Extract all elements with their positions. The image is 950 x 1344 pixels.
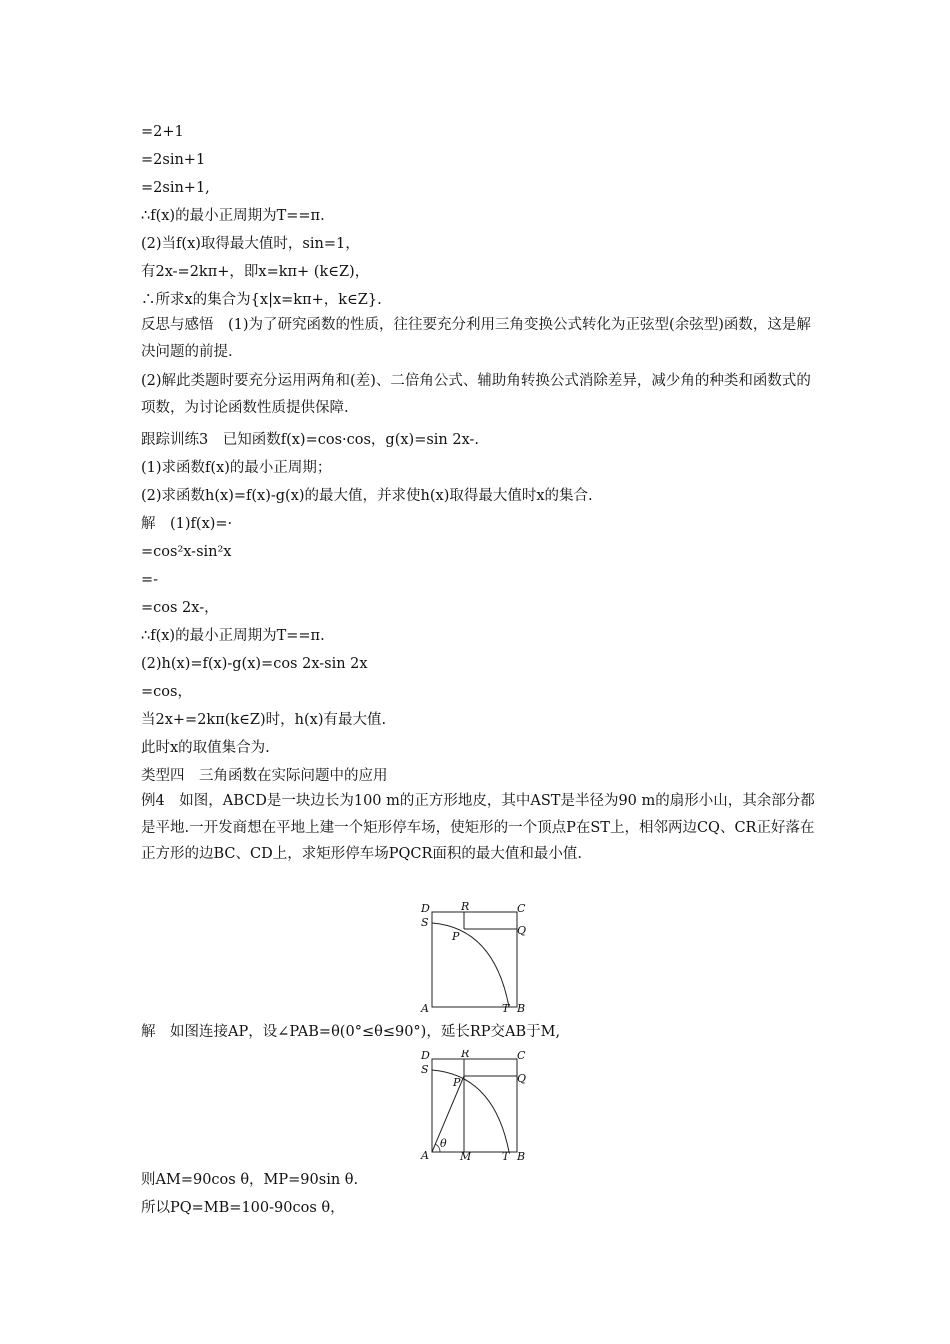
figure-label: B [517,1150,526,1162]
text-line: (1)求函数f(x)的最小正周期； [141,460,332,476]
text-line: =2+1 [141,124,184,140]
text-line: 则AM=90cos θ，MP=90sin θ. [141,1172,359,1188]
text-line: =2sin+1 [141,152,206,168]
figure-label: Q [517,924,527,937]
figure-label: S [421,916,429,929]
figure-label: B [517,1002,526,1014]
text-line: =2sin+1, [141,180,210,196]
section-heading: 类型四 三角函数在实际问题中的应用 [141,768,388,784]
figure-label: C [517,902,526,915]
text-line: (2)当f(x)取得最大值时，sin=1， [141,236,360,252]
text-line: =cos， [141,684,192,700]
figure-label: R [461,902,470,913]
figure-label: D [421,1050,430,1062]
figure-label: M [460,1150,472,1162]
figure-label: A [421,1002,429,1014]
text-line: =- [141,572,159,588]
text-line: 此时x的取值集合为. [141,740,270,756]
figure-label: T [502,1002,510,1014]
text-line: 跟踪训练3 已知函数f(x)=cos·cos，g(x)=sin 2x-. [141,432,480,448]
paragraph-reflection-1: 反思与感悟 (1)为了研究函数的性质，往往要充分利用三角变换公式转化为正弦型(余弦型)函数，这是解决问题的前提. [141,317,811,360]
figure-label: T [502,1150,510,1162]
text-line: ∴所求x的集合为{x|x=kπ+，k∈Z}. [141,292,382,308]
figure-label: θ [440,1137,447,1150]
figure-label: P [452,930,460,943]
text-line: 有2x-=2kπ+，即x=kπ+ (k∈Z)， [141,264,370,280]
figure-square-sector-angle [418,1050,530,1162]
figure-square-sector [418,902,530,1014]
figure-label: R [461,1050,470,1060]
figure-label: P [453,1076,461,1089]
example-paragraph: 例4 如图，ABCD是一块边长为100 m的正方形地皮，其中AST是半径为90 m的扇形小山，其余部分都是平地.一开发商想在平地上建一个矩形停车场，使矩形的一个顶点P在ST上，相邻两边CQ、CR正好落在正方形的边BC、CD上，求矩形停车场PQCR面积的最大值和最小值. [141,793,815,862]
text-line: (2)h(x)=f(x)-g(x)=cos 2x-sin 2x [141,656,368,672]
text-line: =cos 2x-， [141,600,219,616]
paragraph-reflection-2: (2)解此类题时要充分运用两角和(差)、二倍角公式、辅助角转换公式消除差异，减少角的种类和函数式的项数，为讨论函数性质提供保障. [141,373,811,416]
figure-label: Q [517,1072,527,1085]
text-line: 当2x+=2kπ(k∈Z)时，h(x)有最大值. [141,712,387,728]
text-line: =cos²x-sin²x [141,544,232,560]
figure-label: A [421,1149,429,1162]
text-line: ∴f(x)的最小正周期为T==π. [141,628,325,644]
figure-label: D [421,902,430,915]
text-line: 解 (1)f(x)=· [141,516,233,532]
text-line: ∴f(x)的最小正周期为T==π. [141,208,325,224]
figure-label: S [421,1063,429,1076]
text-line: 所以PQ=MB=100-90cos θ， [141,1200,345,1216]
figure-label: C [517,1050,526,1062]
text-line: (2)求函数h(x)=f(x)-g(x)的最大值，并求使h(x)取得最大值时x的集合. [141,488,593,504]
text-line: 解 如图连接AP，设∠PAB=θ(0°≤θ≤90°)，延长RP交AB于M, [141,1024,561,1040]
